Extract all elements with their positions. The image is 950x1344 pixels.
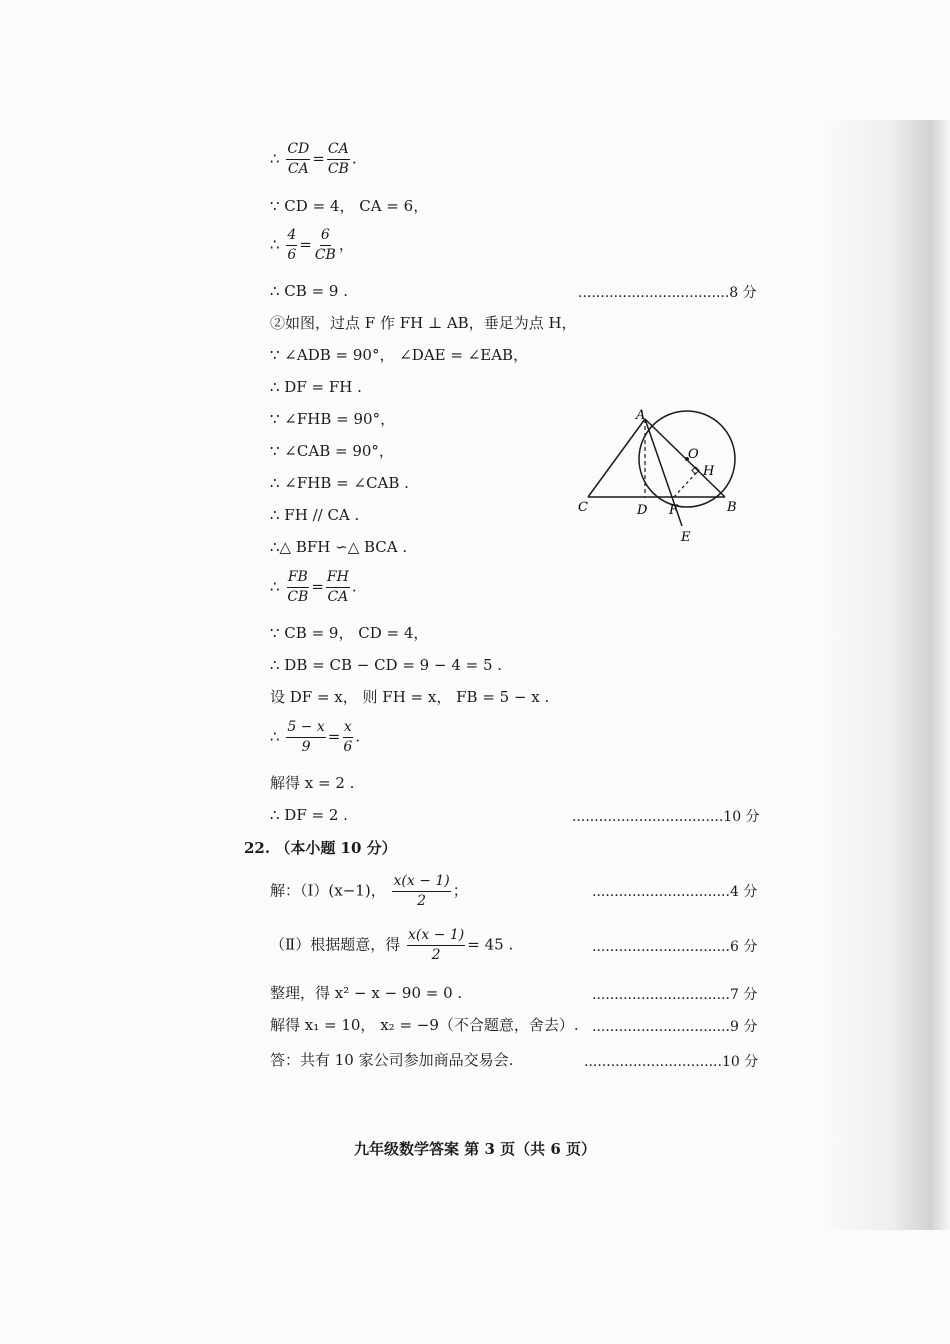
answer-line-3: 整理，得 x² − x − 90 = 0 . [270,984,463,1002]
score-mark: ...............................10 分 [584,1054,759,1070]
segment-ab [645,419,725,497]
fraction: $\frac{CD}{CA}$ [287,141,310,177]
proof-line-3: ∴ $\frac{4}{6}$ = $\frac{6}{CB}$ ， [270,227,354,263]
segment-ac [588,419,645,497]
label-h: H [703,464,715,479]
proof-line-17: ∴ $\frac{5 - x}{9}$ = $\frac{x}{6}$ . [270,719,361,755]
geometry-figure [570,405,750,550]
fraction: $\frac{FB}{CB}$ [287,569,309,605]
question-22-heading: 22. （本小题 10 分） [244,839,397,857]
fraction: $\frac{6}{CB}$ [314,227,336,263]
fraction: $\frac{x(x - 1)}{2}$ [393,873,450,909]
proof-line-1: ∴ $\frac{CD}{CA}$ = $\frac{CA}{CB}$ . [270,141,357,177]
proof-line-18: 解得 x = 2 . [270,774,355,792]
proof-line-4: ∴ CB = 9 . [270,282,348,300]
label-d: D [637,503,648,518]
label-c: C [578,500,588,515]
fraction: $\frac{x}{6}$ [343,719,353,755]
proof-line-15: ∴ DB = CB − CD = 9 − 4 = 5 . [270,656,503,674]
answer-line-2: （Ⅱ）根据题意，得 $\frac{x(x - 1)}{2}$ = 45 . [270,927,514,963]
proof-line-16: 设 DF = x， 则 FH = x， FB = 5 − x . [270,688,550,706]
label-f: F [669,503,679,518]
proof-line-10: ∴ ∠FHB = ∠CAB . [270,474,409,492]
fraction: $\frac{5 - x}{9}$ [287,719,325,755]
proof-line-11: ∴ FH // CA . [270,506,360,524]
fraction: $\frac{4}{6}$ [287,227,297,263]
fraction: $\frac{x(x - 1)}{2}$ [407,927,465,963]
score-mark: ..................................8 分 [578,285,757,301]
answer-line-4: 解得 x₁ = 10， x₂ = −9（不合题意，舍去）. [270,1016,579,1034]
proof-line-14: ∵ CB = 9， CD = 4， [270,624,429,642]
answer-line-1: 解：（Ⅰ）(x−1)， $\frac{x(x - 1)}{2}$ ； [270,873,468,909]
label-e: E [681,530,691,545]
answer-line-5: 答：共有 10 家公司参加商品交易会. [270,1051,514,1069]
proof-line-13: ∴ $\frac{FB}{CB}$ = $\frac{FH}{CA}$ . [270,569,357,605]
proof-line-12: ∴△ BFH ∽△ BCA . [270,538,408,556]
fraction: $\frac{CA}{CB}$ [327,141,349,177]
proof-line-8: ∵ ∠FHB = 90°， [270,410,396,428]
proof-line-9: ∵ ∠CAB = 90°， [270,442,394,460]
proof-line-5: ②如图，过点 F 作 FH ⊥ AB，垂足为点 H， [270,314,577,332]
proof-line-6: ∵ ∠ADB = 90°， ∠DAE = ∠EAB， [270,346,529,364]
proof-line-7: ∴ DF = FH . [270,378,362,396]
score-mark: ..................................10 分 [572,809,760,825]
score-mark: ...............................9 分 [592,1019,758,1035]
fraction: $\frac{FH}{CA}$ [326,569,349,605]
proof-line-19: ∴ DF = 2 . [270,806,348,824]
label-o: O [688,447,699,462]
label-a: A [636,408,646,423]
page-footer: 九年级数学答案 第 3 页（共 6 页） [354,1140,596,1158]
segment-fh [674,472,697,497]
label-b: B [727,500,737,515]
proof-line-2: ∵ CD = 4， CA = 6， [270,197,429,215]
scan-shadow [820,120,950,1230]
score-mark: ...............................4 分 [592,884,758,900]
score-mark: ...............................7 分 [592,987,758,1003]
score-mark: ...............................6 分 [592,939,758,955]
